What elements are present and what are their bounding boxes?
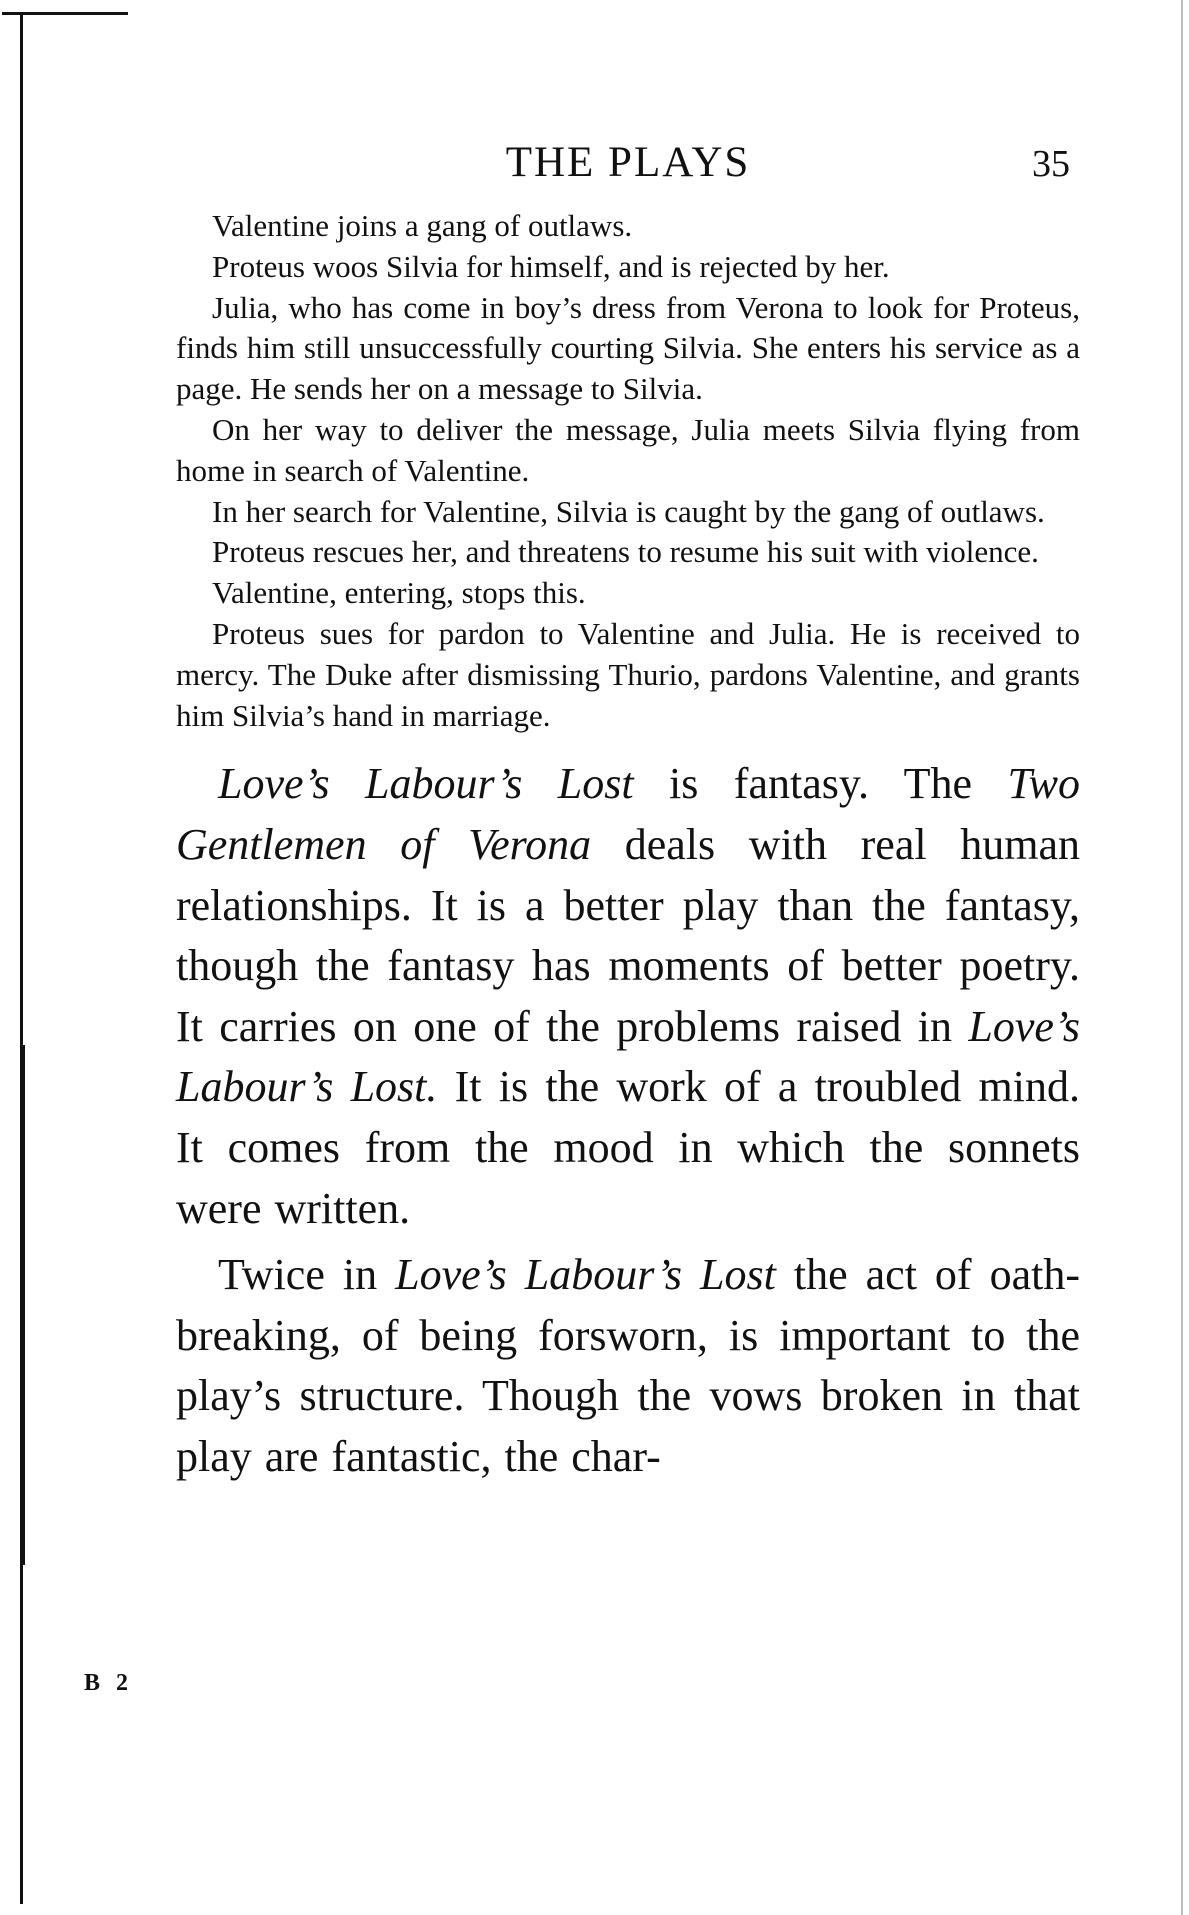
- synopsis-line: Valentine, entering, stops this.: [212, 575, 586, 611]
- printer-signature-mark: B 2: [84, 1670, 134, 1696]
- body-text: [176, 754, 1080, 1487]
- synopsis-line: In her search for Valentine, Silvia is caught by the gang of outlaws.: [212, 493, 1045, 529]
- synopsis-line: Proteus sues for pardon to Valentine and Julia. He is received to mercy. The Duke after dismissing Thurio, pardons Valentine, and grants him Silvia’s hand in marriage.: [176, 615, 1080, 733]
- running-head: [176, 138, 1080, 200]
- synopsis-line: Proteus rescues her, and threatens to resume his suit with violence.: [212, 534, 1039, 570]
- synopsis-line: On her way to deliver the message, Julia meets Silvia flying from home in search of Valentine.: [176, 411, 1080, 488]
- play-title: Love’s Labour’s Lost.: [176, 1001, 1080, 1112]
- body-paragraph-2: [176, 1245, 1080, 1487]
- play-title: Love’s Labour’s Lost: [395, 1250, 776, 1300]
- synopsis-line: Valentine joins a gang of outlaws.: [212, 208, 633, 243]
- plot-synopsis: [176, 206, 1080, 736]
- running-title: THE PLAYS: [505, 139, 751, 186]
- page-number: 35: [1032, 143, 1070, 185]
- synopsis-line: Julia, who has come in boy’s dress from Verona to look for Proteus, finds him still unsuccessfully courting Silvia. She enters his service as a page. He sends her on a message to Silvia.: [176, 289, 1080, 407]
- text-run: the act of oath-breaking, of being forsworn, is important to the play’s structure. Though the vows broken in that play are fantastic, the char-: [176, 1250, 1080, 1481]
- page-edge-left: [20, 12, 23, 1904]
- synopsis-line: Proteus woos Silvia for himself, and is rejected by her.: [212, 248, 890, 284]
- page-edge-left-shadow: [20, 1045, 25, 1565]
- text-run: It is the work of a troubled mind. It comes from the mood in which the sonnets were written.: [176, 1062, 1080, 1233]
- body-paragraph-1: [176, 754, 1080, 1239]
- book-page: [176, 138, 1080, 1487]
- play-title: Love’s Labour’s Lost: [218, 759, 634, 809]
- text-run: deals with real human relationships. It is a better play than the fantasy, though the fantasy has moments of better poetry. It carries on one of the problems raised in: [176, 819, 1080, 1051]
- text-run: is fantasy. The: [633, 759, 1008, 809]
- play-title: Two Gentlemen of Verona: [176, 759, 1080, 869]
- page-edge-right: [1181, 0, 1183, 1915]
- text-run: Twice in: [218, 1250, 396, 1300]
